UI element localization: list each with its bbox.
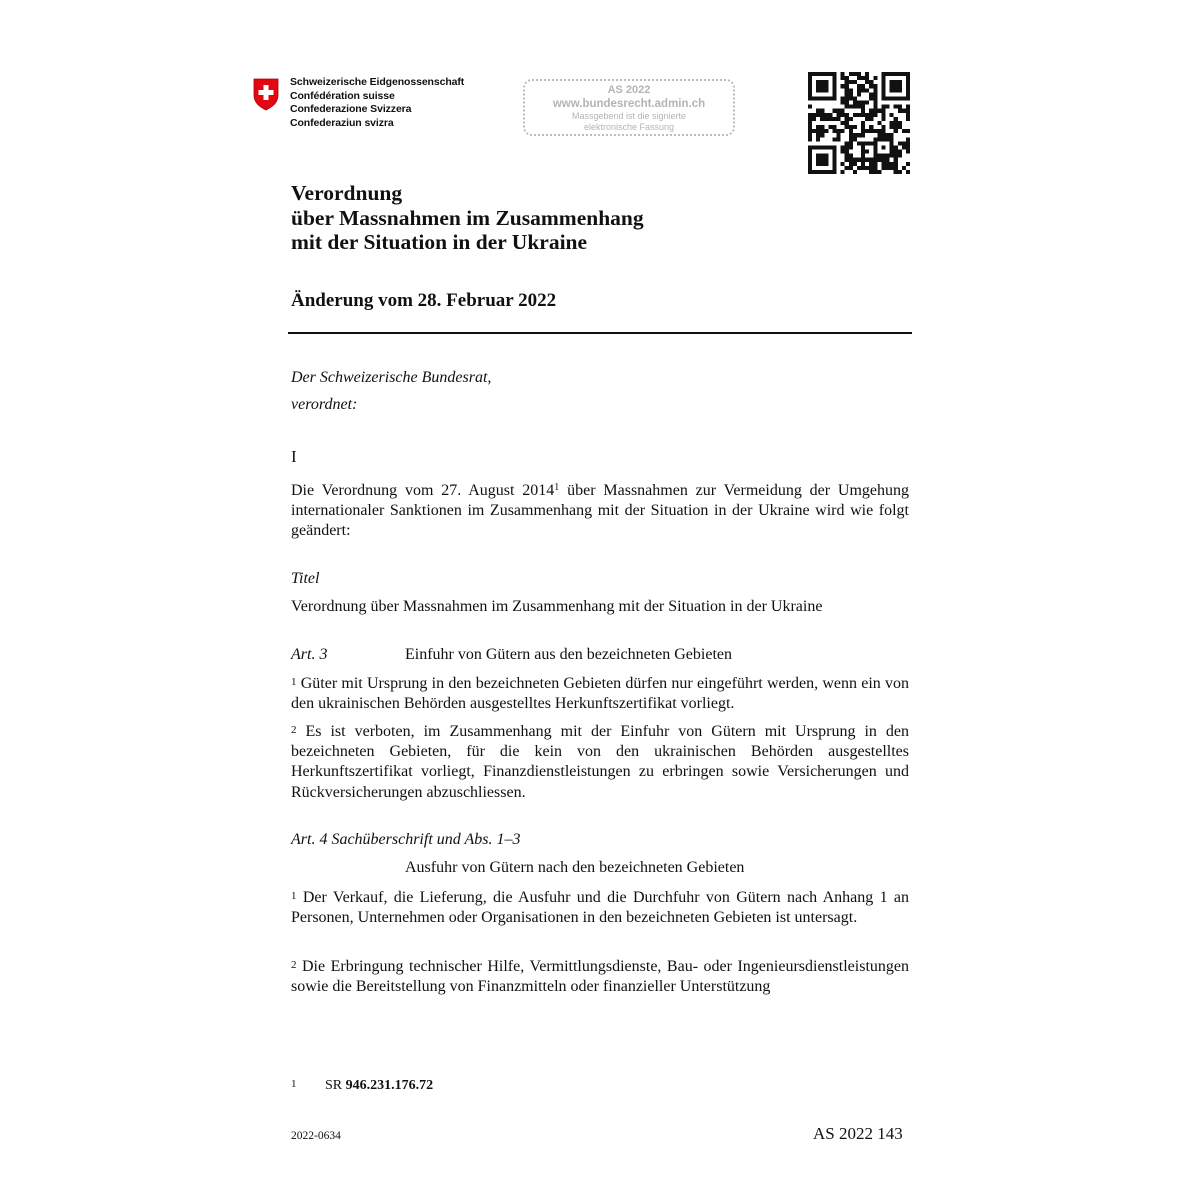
gov-name-rm: Confederaziun svizra: [290, 116, 394, 129]
paragraph-text: Es ist verboten, im Zusammenhang mit der Einfuhr von Gütern mit Ursprung in den bezeichneten Gebieten, für die kein von den ukrainischen Behörden ausgestelltes Herkunftszertifikat vorliegt, Finanzdienstleistungen zu erbringen sowie Versicherungen und Rückversicherungen abzuschliessen.: [291, 723, 909, 801]
gov-name-de: Schweizerische Eidgenossenschaft: [290, 76, 465, 88]
paragraph-number: 2: [291, 959, 297, 971]
stamp-note-1: Massgebend ist die signierte: [571, 111, 687, 121]
page-reference: AS 2022 143: [813, 1124, 903, 1143]
intro-paragraph: [291, 481, 909, 542]
official-publication-stamp: [523, 79, 735, 136]
article-3-heading: Einfuhr von Gütern aus den bezeichneten Gebieten: [405, 646, 732, 663]
gov-name-fr: Confédération suisse: [290, 89, 395, 102]
paragraph-text: Der Verkauf, die Lieferung, die Ausfuhr und die Durchfuhr von Gütern nach Anhang 1 an Personen, Unternehmen oder Organisationen in den bezeichneten Gebieten ist untersagt.: [291, 889, 909, 927]
article-4-paragraph-1: [291, 888, 909, 928]
article-3-number: Art. 3: [291, 646, 328, 663]
preamble: [291, 364, 911, 418]
intro-text-start: Die Verordnung vom 27. August 2014: [291, 482, 555, 499]
paragraph-text: Die Erbringung technischer Hilfe, Vermittlungsdienste, Bau- oder Ingenieursdienstleistungen sowie die Bereitstellung von Finanzmitteln oder finanzieller Unterstützung: [291, 958, 909, 996]
gov-name-it: Confederazione Svizzera: [290, 103, 412, 116]
footnote-sr-reference[interactable]: 946.231.176.72: [345, 1078, 434, 1093]
article-4-paragraph-2: [291, 957, 909, 997]
title-line-1: Verordnung: [291, 181, 403, 205]
preamble-line-2: verordnet:: [291, 396, 358, 413]
section-number: I: [291, 447, 297, 466]
preamble-line-1: Der Schweizerische Bundesrat,: [291, 369, 492, 386]
title-amendment-label: Titel: [291, 570, 320, 587]
paragraph-number: 1: [291, 676, 297, 688]
footnote: [291, 1078, 433, 1094]
title-line-3: mit der Situation in der Ukraine: [291, 230, 588, 254]
paragraph-number: 2: [291, 724, 297, 736]
footnote-prefix: SR: [325, 1078, 346, 1093]
document-id: 2022-0634: [291, 1130, 341, 1142]
intro-text-end: über Massnahmen zur Vermeidung der Umgehung internationaler Sanktionen im Zusammenhang mit der Situation in der Ukraine wird wie folgt geändert:: [291, 482, 910, 540]
government-names: [290, 76, 464, 130]
amendment-date: Änderung vom 28. Februar 2022: [291, 290, 557, 311]
article-4-number: Art. 4 Sachüberschrift und Abs. 1–3: [291, 831, 521, 848]
title-divider: [288, 332, 912, 334]
swiss-coat-of-arms-icon: [252, 78, 280, 111]
paragraph-number: 1: [291, 890, 297, 902]
footnote-mark: 1: [291, 1078, 297, 1090]
article-3-paragraph-1: [291, 674, 909, 714]
article-3-paragraph-2: [291, 722, 909, 803]
stamp-note-2: elektronische Fassung: [583, 122, 675, 132]
stamp-collection: AS 2022: [607, 84, 651, 96]
stamp-url: www.bundesrecht.admin.ch: [552, 98, 706, 110]
ordinance-title: [291, 181, 644, 255]
footnote-reference[interactable]: 1: [554, 482, 560, 493]
article-4-heading: Ausfuhr von Gütern nach den bezeichneten Gebieten: [405, 859, 745, 876]
new-title-text: Verordnung über Massnahmen im Zusammenhang mit der Situation in der Ukraine: [291, 598, 823, 615]
federal-logo: [252, 76, 464, 130]
title-line-2: über Massnahmen im Zusammenhang: [291, 205, 644, 230]
qr-code-icon: [808, 72, 910, 174]
paragraph-text: Güter mit Ursprung in den bezeichneten Gebieten dürfen nur eingeführt werden, wenn ein von den ukrainischen Behörden ausgestelltes Herkunftszertifikat vorliegt.: [291, 675, 909, 713]
